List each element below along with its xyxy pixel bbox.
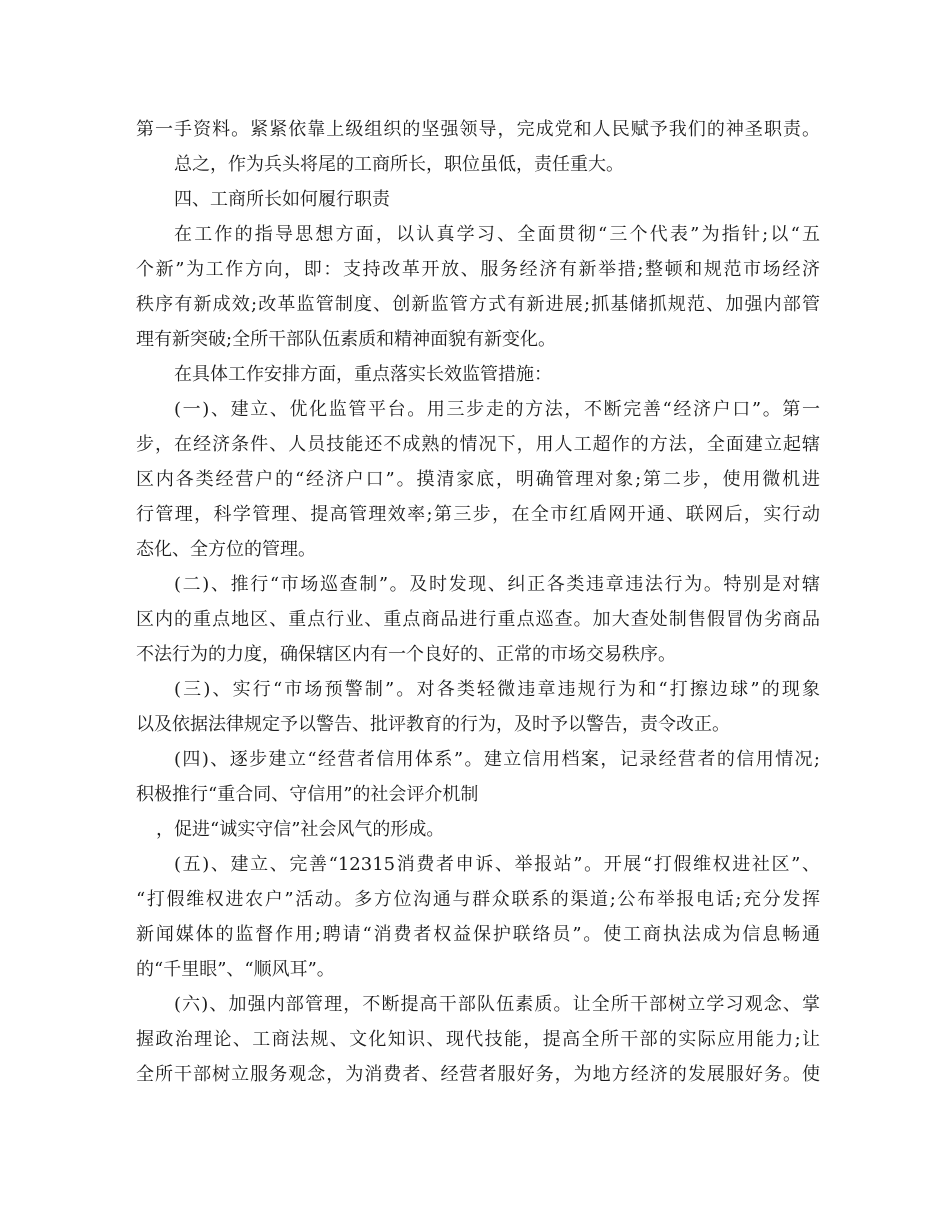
text-line: 新闻媒体的监督作用;聘请“消费者权益保护联络员”。使工商执法成为信息畅通 [136,924,820,945]
text-line: 在具体工作安排方面，重点落实长效监管措施： [174,364,552,385]
text-line: 积极推行“重合同、守信用”的社会评介机制 [136,784,479,805]
text-line: 区内的重点地区、重点行业、重点商品进行重点巡查。加大查处制售假冒伪劣商品 [136,609,820,630]
text-line: 步，在经济条件、人员技能还不成熟的情况下，用人工超作的方法，全面建立起辖 [136,434,820,455]
text-line: 的“千里眼”、“顺风耳”。 [136,959,335,980]
document-body [136,112,820,1092]
text-line: “打假维权进农户”活动。多方位沟通与群众联系的渠道;公布举报电话;充分发挥 [136,889,820,910]
text-line: (三)、实行“市场预警制”。对各类轻微违章违规行为和“打擦边球”的现象 [174,679,820,700]
text-line: (一)、建立、优化监管平台。用三步走的方法，不断完善“经济户口”。第一 [174,399,820,420]
text-line: 行管理，科学管理、提高管理效率;第三步，在全市红盾网开通、联网后，实行动 [136,504,820,525]
section-heading: 四、工商所长如何履行职责 [174,189,390,210]
text-line: 区内各类经营户的“经济户口”。摸清家底，明确管理对象;第二步，使用微机进 [136,469,820,490]
text-line: 不法行为的力度，确保辖区内有一个良好的、正常的市场交易秩序。 [136,644,676,665]
text-line: 全所干部树立服务观念，为消费者、经营者服好务，为地方经济的发展服好务。使 [136,1064,820,1085]
text-line: (四)、逐步建立“经营者信用体系”。建立信用档案，记录经营者的信用情况; [174,749,820,770]
text-line: 第一手资料。紧紧依靠上级组织的坚强领导，完成党和人民赋予我们的神圣职责。 [136,119,820,140]
text-line: 握政治理论、工商法规、文化知识、现代技能，提高全所干部的实际应用能力;让 [136,1029,820,1050]
text-line: 理有新突破;全所干部队伍素质和精神面貌有新变化。 [136,329,557,350]
text-line: (二)、推行“市场巡查制”。及时发现、纠正各类违章违法行为。特别是对辖 [174,574,820,595]
text-line: (六)、加强内部管理，不断提高干部队伍素质。让全所干部树立学习观念、掌 [174,994,820,1015]
text-line: 总之，作为兵头将尾的工商所长，职位虽低，责任重大。 [174,154,624,175]
text-line: 态化、全方位的管理。 [136,539,316,560]
text-line: 秩序有新成效;改革监管制度、创新监管方式有新进展;抓基储抓规范、加强内部管 [136,294,820,315]
text-line: ，促进“诚实守信”社会风气的形成。 [156,819,445,840]
text-line: 以及依据法律规定予以警告、批评教育的行为，及时予以警告，责令改正。 [136,714,730,735]
text-line: 个新”为工作方向，即：支持改革开放、服务经济有新举措;整顿和规范市场经济 [136,259,820,280]
text-line: (五)、建立、完善“12315消费者申诉、举报站”。开展“打假维权进社区”、 [174,854,820,875]
text-line: 在工作的指导思想方面，以认真学习、全面贯彻“三个代表”为指针;以“五 [174,224,820,245]
